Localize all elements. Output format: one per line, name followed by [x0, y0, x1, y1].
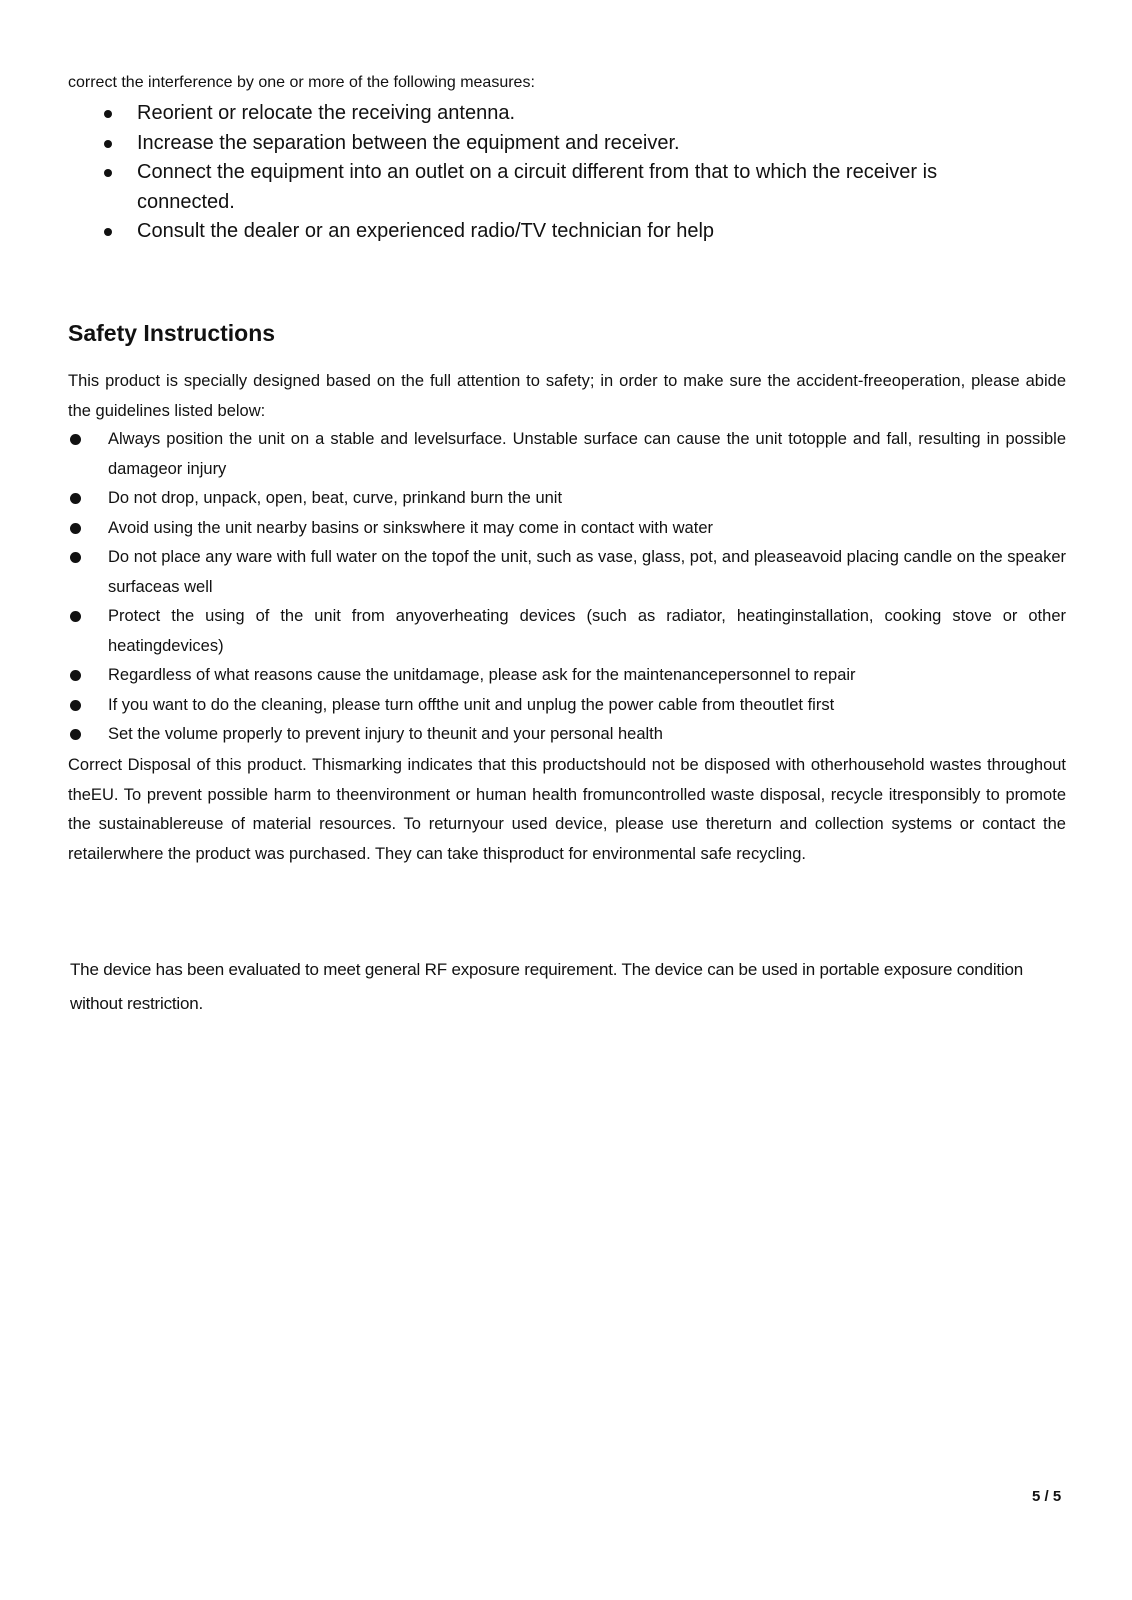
bullet-icon	[104, 140, 112, 148]
list-item-text: Avoid using the unit nearby basins or sinkswhere it may come in contact with water	[108, 518, 713, 537]
safety-guidelines-list	[0, 425, 1132, 750]
list-item	[0, 425, 1066, 484]
list-item-text: Do not place any ware with full water on the topof the unit, such as vase, glass, pot, and pleaseavoid placing candle on the speaker surfaceas well	[108, 548, 1066, 596]
list-item	[0, 514, 1066, 544]
list-item-text: Regardless of what reasons cause the unitdamage, please ask for the maintenancepersonnel to repair	[108, 666, 856, 684]
list-item-text: Reorient or relocate the receiving antenna.	[137, 102, 516, 124]
bullet-icon	[70, 552, 81, 563]
rf-exposure-statement: The device has been evaluated to meet general RF exposure requirement. The device can be used in portable exposure condition without restriction.	[70, 960, 1023, 1013]
list-item-text: Do not drop, unpack, open, beat, curve, prinkand burn the unit	[108, 489, 563, 507]
safety-intro-paragraph: This product is specially designed based on the full attention to safety; in order to make sure the accident-freeoperation, please abide the guidelines listed below:	[68, 372, 1066, 420]
list-item	[0, 158, 1132, 217]
list-item-text: Always position the unit on a stable and levelsurface. Unstable surface can cause the unit totopple and fall, resulting in possible damageor injury	[108, 430, 1066, 478]
bullet-icon	[104, 228, 112, 236]
bullet-icon	[70, 523, 81, 534]
page-number: 5 / 5	[1032, 1488, 1062, 1505]
list-item-text: Increase the separation between the equipment and receiver.	[137, 131, 680, 154]
bullet-icon	[70, 434, 81, 445]
list-item	[0, 543, 1066, 602]
fcc-measures-list	[0, 99, 1132, 247]
list-item-text: Connect the equipment into an outlet on a circuit different from that to which the receiver is connected.	[137, 161, 938, 213]
bullet-icon	[70, 700, 81, 711]
list-item	[0, 720, 1066, 750]
list-item	[0, 661, 1066, 691]
bullet-icon	[70, 670, 81, 681]
section-title: Safety Instructions	[68, 320, 276, 346]
list-item-text: Consult the dealer or an experienced radio/TV technician for help	[137, 220, 715, 242]
bullet-icon	[70, 729, 81, 740]
list-item	[0, 99, 1132, 129]
fcc-intro-text: correct the interference by one or more of the following measures:	[68, 74, 535, 91]
bullet-icon	[104, 169, 112, 177]
list-item	[0, 484, 1066, 514]
list-item	[0, 129, 1132, 159]
list-item	[0, 217, 1132, 247]
bullet-icon	[70, 493, 81, 504]
list-item	[0, 691, 1066, 721]
list-item-text: Protect the using of the unit from anyoverheating devices (such as radiator, heatinginstallation, cooking stove or other heatingdevices)	[108, 607, 1066, 655]
bullet-icon	[104, 110, 112, 118]
list-item	[0, 602, 1066, 661]
disposal-paragraph: Correct Disposal of this product. Thismarking indicates that this productshould not be disposed with otherhousehold wastes throughout theEU. To prevent possible harm to theenvironment or human health fromuncontrolled waste disposal, recycle itresponsibly to promote the sustainablereuse of material resources. To returnyour used device, please use thereturn and collection systems or contact the retailerwhere the product was purchased. They can take thisproduct for environmental safe recycling.	[68, 756, 1066, 863]
list-item-text: Set the volume properly to prevent injury to theunit and your personal health	[108, 725, 663, 743]
list-item-text: If you want to do the cleaning, please turn offthe unit and unplug the power cable from theoutlet first	[108, 695, 835, 714]
bullet-icon	[70, 611, 81, 622]
